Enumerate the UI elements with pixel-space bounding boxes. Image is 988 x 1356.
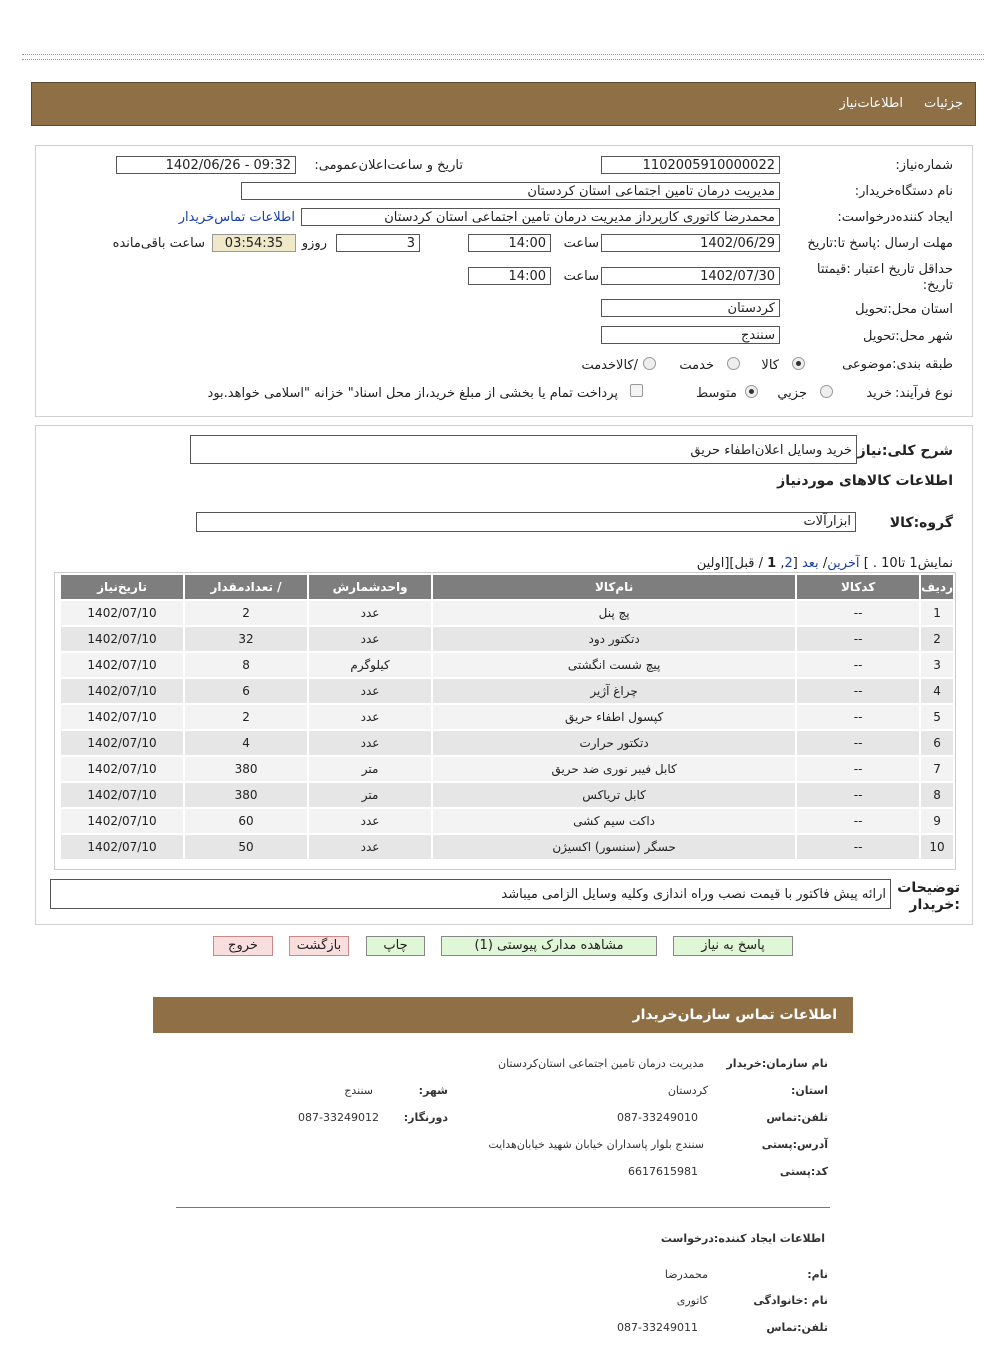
- creator-family-value: کاتوری: [676, 1294, 708, 1307]
- category-radio-service[interactable]: [727, 357, 740, 370]
- cell-row-number: 6: [921, 731, 953, 755]
- table-row: [61, 757, 953, 781]
- category-option-service: خدمت: [679, 358, 714, 373]
- table-row: [61, 731, 953, 755]
- cell-row-number: 9: [921, 809, 953, 833]
- cell-row-number: 2: [921, 627, 953, 651]
- back-button[interactable]: بازگشت: [289, 936, 349, 956]
- cell-quantity: 6: [185, 679, 307, 703]
- pager-last-link[interactable]: آخرین: [827, 556, 860, 571]
- exit-button[interactable]: خروج: [213, 936, 273, 956]
- cell-goods-name: کپسول اطفاء حریق: [433, 705, 795, 729]
- pager-next-link[interactable]: بعد: [801, 556, 819, 571]
- top-divider: [22, 54, 984, 60]
- process-label: نوع فرآیند:: [895, 386, 953, 401]
- contact-province-label: استان:: [791, 1084, 828, 1097]
- creator-phone-label: تلفن:تماس: [766, 1321, 828, 1334]
- contact-fax-value: 087-33249012: [298, 1111, 379, 1124]
- buyer-contact-link[interactable]: اطلاعات تماس‌خریدار: [178, 210, 295, 225]
- contact-phone-label: تلفن:تماس: [766, 1111, 828, 1124]
- pager-prefix: نمایش1 تا10 . ]: [863, 556, 953, 571]
- cell-row-number: 7: [921, 757, 953, 781]
- cell-goods-code: --: [797, 627, 919, 651]
- creator-label: ایجاد کننده‌درخواست:: [837, 210, 953, 225]
- col-need-date: تاریخ‌نیاز: [61, 575, 183, 599]
- cell-unit: عدد: [309, 835, 431, 859]
- tab-details[interactable]: جزئیات: [924, 96, 963, 111]
- cell-quantity: 2: [185, 601, 307, 625]
- view-attachments-button[interactable]: مشاهده مدارک پیوستی (1): [441, 936, 657, 956]
- reply-button[interactable]: پاسخ به نیاز: [673, 936, 793, 956]
- cell-need-date: 1402/07/10: [61, 601, 183, 625]
- table-row: [61, 783, 953, 807]
- category-radio-goods-service[interactable]: [643, 357, 656, 370]
- cell-quantity: 8: [185, 653, 307, 677]
- cell-quantity: 50: [185, 835, 307, 859]
- contact-header: [153, 997, 853, 1033]
- cell-row-number: 8: [921, 783, 953, 807]
- tab-need-info[interactable]: اطلاعات‌نیاز: [839, 96, 903, 111]
- goods-table-wrapper: [54, 572, 956, 870]
- buyer-org-label: نام دستگاه‌خریدار:: [854, 184, 953, 199]
- deadline-time-field: 14:00: [468, 234, 551, 252]
- cell-goods-name: پچ پنل: [433, 601, 795, 625]
- validity-time-label: ساعت: [563, 269, 599, 284]
- contact-postal-label: کد:پستی: [779, 1165, 828, 1178]
- need-summary-field: خرید وسایل اعلان‌اطفاء حریق: [190, 435, 857, 464]
- cell-need-date: 1402/07/10: [61, 627, 183, 651]
- deadline-label: مهلت ارسال :پاسخ تا:تاریخ: [807, 236, 953, 251]
- creator-info-title: اطلاعات ایجاد کننده:درخواست: [660, 1232, 825, 1245]
- table-row: [61, 627, 953, 651]
- days-field: 3: [336, 234, 420, 252]
- goods-group-label: گروه:کالا: [889, 515, 953, 531]
- contact-address-label: آدرس:پستی: [761, 1138, 828, 1151]
- contact-org-value: مدیریت درمان تامین اجتماعی استان‌کردستان: [498, 1057, 704, 1070]
- buyer-org-field: مدیریت درمان تامین اجتماعی استان کردستان: [241, 182, 780, 200]
- cell-row-number: 10: [921, 835, 953, 859]
- process-radio-medium[interactable]: [745, 385, 758, 398]
- pager-page-2[interactable]: 2: [784, 556, 793, 571]
- cell-row-number: 5: [921, 705, 953, 729]
- cell-goods-code: --: [797, 835, 919, 859]
- table-row: [61, 653, 953, 677]
- contact-city-value: سنندج: [344, 1084, 373, 1097]
- cell-goods-code: --: [797, 809, 919, 833]
- category-label: طبقه بندی:موضوعی: [842, 357, 953, 372]
- cell-need-date: 1402/07/10: [61, 731, 183, 755]
- cell-unit: عدد: [309, 705, 431, 729]
- province-field: کردستان: [601, 299, 780, 317]
- cell-goods-name: حسگر (سنسور) اکسیژن: [433, 835, 795, 859]
- table-row: [61, 679, 953, 703]
- process-buy-label: خرید: [866, 386, 892, 401]
- cell-need-date: 1402/07/10: [61, 783, 183, 807]
- cell-goods-code: --: [797, 601, 919, 625]
- goods-table: [59, 573, 955, 861]
- cell-quantity: 4: [185, 731, 307, 755]
- cell-need-date: 1402/07/10: [61, 653, 183, 677]
- table-row: [61, 835, 953, 859]
- cell-quantity: 60: [185, 809, 307, 833]
- cell-row-number: 4: [921, 679, 953, 703]
- days-label: روزو: [301, 236, 327, 251]
- validity-date-field: 1402/07/30: [601, 267, 780, 285]
- table-row: [61, 809, 953, 833]
- treasury-payment-checkbox[interactable]: [630, 384, 643, 397]
- cell-quantity: 2: [185, 705, 307, 729]
- process-radio-minor[interactable]: [820, 385, 833, 398]
- contact-phone-value: 087-33249010: [617, 1111, 698, 1124]
- validity-label: حداقل تاریخ اعتبار :قیمتتا تاریخ:: [816, 262, 953, 293]
- category-radio-goods[interactable]: [792, 357, 805, 370]
- contact-fax-label: دورنگار:: [403, 1111, 448, 1124]
- cell-goods-code: --: [797, 783, 919, 807]
- table-row: [61, 601, 953, 625]
- province-label: استان محل:تحویل: [855, 302, 953, 317]
- category-option-goods: کالا: [761, 358, 779, 373]
- goods-table-header: [61, 575, 953, 599]
- deadline-date-field: 1402/06/29: [601, 234, 780, 252]
- cell-unit: عدد: [309, 627, 431, 651]
- table-row: [61, 705, 953, 729]
- contact-province-value: کردستان: [667, 1084, 708, 1097]
- remaining-label: ساعت باقی‌مانده: [112, 236, 205, 251]
- cell-need-date: 1402/07/10: [61, 679, 183, 703]
- cell-goods-name: دتکتور دود: [433, 627, 795, 651]
- cell-need-date: 1402/07/10: [61, 705, 183, 729]
- need-number-label: شماره‌نیاز:: [895, 158, 953, 173]
- contact-divider: [176, 1207, 830, 1208]
- validity-time-field: 14:00: [468, 267, 551, 285]
- cell-unit: متر: [309, 783, 431, 807]
- cell-goods-code: --: [797, 679, 919, 703]
- process-option-medium: متوسط: [696, 386, 737, 401]
- page-header: [31, 82, 976, 126]
- creator-field: محمدرضا کاتوری کارپرداز مدیریت درمان تامین اجتماعی استان کردستان: [301, 208, 780, 226]
- cell-row-number: 1: [921, 601, 953, 625]
- cell-need-date: 1402/07/10: [61, 835, 183, 859]
- category-option-goods-service: /کالاخدمت: [581, 358, 638, 373]
- creator-family-label: نام :خانوادگی: [753, 1294, 828, 1307]
- pager-page-1: 1: [767, 556, 777, 571]
- cell-quantity: 32: [185, 627, 307, 651]
- cell-need-date: 1402/07/10: [61, 757, 183, 781]
- contact-org-label: نام سازمان:خریدار: [726, 1057, 828, 1070]
- cell-goods-name: پیچ شست انگشتی: [433, 653, 795, 677]
- remaining-timer: 03:54:35: [212, 234, 296, 252]
- announce-field: 1402/06/26 - 09:32: [116, 156, 296, 174]
- cell-unit: متر: [309, 757, 431, 781]
- need-number-field: 1102005910000022: [601, 156, 780, 174]
- contact-title: اطلاعات تماس سازمان‌خریدار: [632, 1007, 837, 1023]
- creator-name-label: نام:: [807, 1268, 828, 1281]
- cell-goods-code: --: [797, 731, 919, 755]
- cell-unit: عدد: [309, 601, 431, 625]
- cell-goods-name: کابل فیبر نوری ضد حریق: [433, 757, 795, 781]
- cell-quantity: 380: [185, 757, 307, 781]
- print-button[interactable]: چاپ: [366, 936, 425, 956]
- cell-goods-name: چراغ آژیر: [433, 679, 795, 703]
- cell-goods-code: --: [797, 757, 919, 781]
- process-option-minor: جزیي: [777, 386, 807, 401]
- treasury-payment-note: پرداخت تمام یا بخشی از مبلغ خرید،از محل اسناد" خزانه "اسلامی خواهد.بود: [207, 386, 618, 401]
- deadline-time-label: ساعت: [563, 236, 599, 251]
- col-goods-name: نام‌کالا: [433, 575, 795, 599]
- buyer-notes-field: ارائه پیش فاکتور با قیمت نصب وراه اندازی وکلیه وسایل الزامی میباشد: [50, 879, 891, 909]
- buyer-notes-label: توضیحات :خریدار: [897, 880, 960, 913]
- need-summary-label: شرح کلی:نیاز: [857, 443, 953, 459]
- cell-row-number: 3: [921, 653, 953, 677]
- creator-name-value: محمدرضا: [664, 1268, 708, 1281]
- creator-phone-value: 087-33249011: [617, 1321, 698, 1334]
- contact-city-label: شهر:: [418, 1084, 448, 1097]
- cell-goods-code: --: [797, 705, 919, 729]
- cell-unit: عدد: [309, 809, 431, 833]
- city-label: شهر محل:تحویل: [863, 329, 953, 344]
- cell-unit: کیلوگرم: [309, 653, 431, 677]
- contact-postal-value: 6617615981: [628, 1165, 698, 1178]
- col-row-number: ردیف: [921, 575, 953, 599]
- col-quantity: / تعدادمقدار: [185, 575, 307, 599]
- cell-quantity: 380: [185, 783, 307, 807]
- pager-suffix: / قبل][اولین: [696, 556, 763, 571]
- goods-group-field: ابزارآلات: [196, 512, 856, 532]
- cell-goods-name: داکت سیم کشی: [433, 809, 795, 833]
- contact-address-value: سنندج بلوار پاسداران خیابان شهید خیابان‌هدایت: [488, 1138, 704, 1151]
- cell-goods-name: کابل تریاکس: [433, 783, 795, 807]
- pager: نمایش1 تا10 . ] آخرین/ بعد [2, 1 / قبل][اولین: [696, 556, 953, 571]
- city-field: سنندج: [601, 326, 780, 344]
- cell-need-date: 1402/07/10: [61, 809, 183, 833]
- goods-section-title: اطلاعات کالاهای موردنیاز: [777, 473, 953, 489]
- cell-goods-code: --: [797, 653, 919, 677]
- cell-goods-name: دتکتور حرارت: [433, 731, 795, 755]
- announce-label: تاریخ و ساعت‌اعلان‌عمومی:: [314, 158, 463, 173]
- col-unit: واحدشمارش: [309, 575, 431, 599]
- col-goods-code: کدکالا: [797, 575, 919, 599]
- cell-unit: عدد: [309, 731, 431, 755]
- cell-unit: عدد: [309, 679, 431, 703]
